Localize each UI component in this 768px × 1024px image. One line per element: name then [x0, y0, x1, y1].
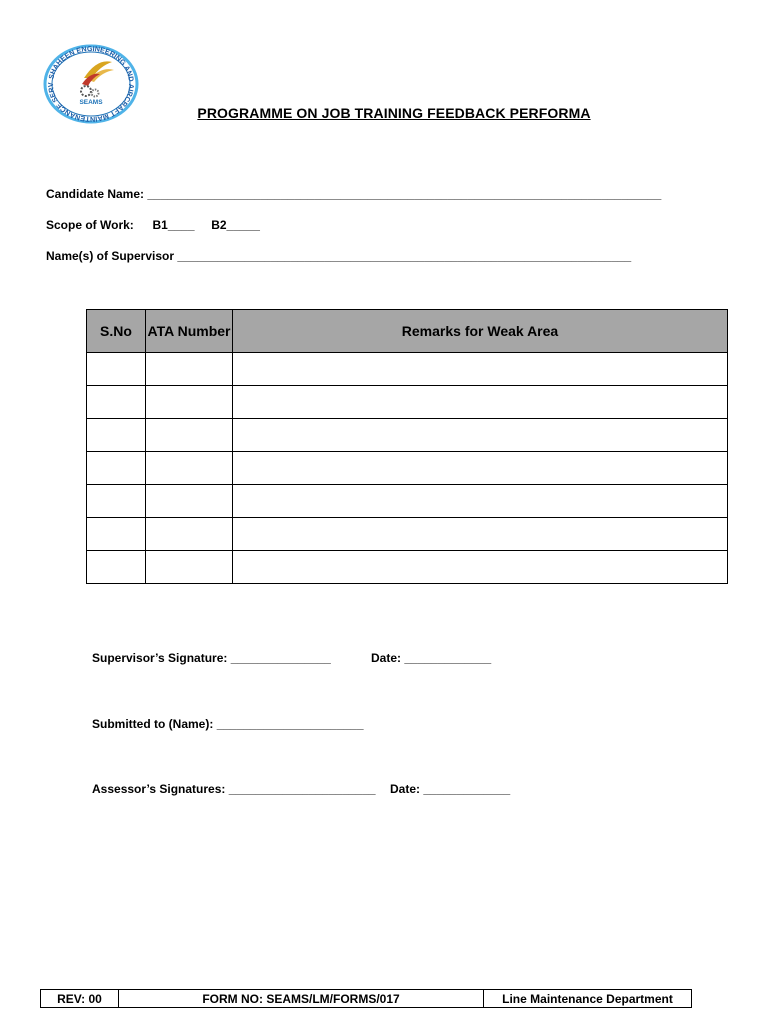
form-title: PROGRAMME ON JOB TRAINING FEEDBACK PERFORMA: [197, 105, 591, 121]
table-row: [87, 518, 728, 551]
sno-cell[interactable]: [87, 551, 146, 584]
table-row: [87, 452, 728, 485]
assessor-date-label: Date:: [390, 782, 421, 796]
scope-b1-blank[interactable]: B1____: [152, 218, 195, 232]
sno-cell[interactable]: [87, 386, 146, 419]
sno-cell[interactable]: [87, 353, 146, 386]
submitted-to-field[interactable]: [92, 717, 364, 731]
sno-cell[interactable]: [87, 452, 146, 485]
table-row: [87, 419, 728, 452]
table-row: [87, 485, 728, 518]
supervisor-name-label: Name(s) of Supervisor: [46, 249, 175, 263]
svg-text:SHAHEEN ENGINEERING AND AIRCRA: SHAHEEN ENGINEERING AND AIRCRAFT MAINTENANCE SERV: [45, 44, 137, 124]
remarks-cell[interactable]: [233, 386, 728, 419]
form-footer: [40, 989, 692, 1008]
table-header-row: [87, 310, 728, 353]
supervisor-date-field[interactable]: [371, 651, 491, 665]
form-number: FORM NO: SEAMS/LM/FORMS/017: [119, 990, 484, 1007]
assessor-signature-label: Assessor’s Signatures:: [92, 782, 226, 796]
scope-of-work-label: Scope of Work:: [46, 218, 134, 232]
sno-cell[interactable]: [87, 485, 146, 518]
candidate-name-field[interactable]: [46, 187, 661, 201]
ata-number-cell[interactable]: [146, 518, 233, 551]
ata-number-cell[interactable]: [146, 386, 233, 419]
submitted-to-label: Submitted to (Name):: [92, 717, 214, 731]
submitted-to-blank[interactable]: ______________________: [216, 717, 364, 731]
table-row: [87, 353, 728, 386]
ata-number-cell[interactable]: [146, 353, 233, 386]
table-row: [87, 386, 728, 419]
scope-b2-blank[interactable]: B2_____: [211, 218, 260, 232]
assessor-date-field[interactable]: [390, 782, 510, 796]
ata-number-cell[interactable]: [146, 419, 233, 452]
supervisor-signature-field[interactable]: [92, 651, 331, 665]
table-row: [87, 551, 728, 584]
department-name: Line Maintenance Department: [502, 991, 673, 1006]
remarks-header: Remarks for Weak Area: [233, 310, 728, 353]
remarks-cell[interactable]: [233, 353, 728, 386]
supervisor-signature-blank[interactable]: _______________: [230, 651, 331, 665]
remarks-cell[interactable]: [233, 551, 728, 584]
remarks-cell[interactable]: [233, 419, 728, 452]
candidate-name-label: Candidate Name:: [46, 187, 145, 201]
ata-number-header: ATA Number: [146, 310, 233, 353]
supervisor-date-blank[interactable]: _____________: [404, 651, 492, 665]
assessor-date-blank[interactable]: _____________: [423, 782, 511, 796]
remarks-cell[interactable]: [233, 485, 728, 518]
supervisor-signature-label: Supervisor’s Signature:: [92, 651, 228, 665]
ata-number-cell[interactable]: [146, 452, 233, 485]
supervisor-name-blank[interactable]: ____________________________________________________________________: [177, 249, 632, 263]
sno-cell[interactable]: [87, 419, 146, 452]
ata-number-cell[interactable]: [146, 551, 233, 584]
remarks-cell[interactable]: [233, 518, 728, 551]
sno-cell[interactable]: [87, 518, 146, 551]
supervisor-name-field[interactable]: [46, 249, 631, 263]
weak-area-table: [86, 309, 728, 584]
supervisor-date-label: Date:: [371, 651, 402, 665]
assessor-signature-blank[interactable]: ______________________: [228, 782, 376, 796]
ata-number-cell[interactable]: [146, 485, 233, 518]
candidate-name-blank[interactable]: _____________________________________________________________________________: [147, 187, 662, 201]
remarks-cell[interactable]: [233, 452, 728, 485]
scope-of-work-field: [46, 218, 260, 232]
assessor-signature-field[interactable]: [92, 782, 376, 796]
sno-header: S.No: [87, 310, 146, 353]
revision-number: REV: 00: [41, 990, 119, 1007]
svg-text:SEAMS: SEAMS: [79, 99, 103, 106]
